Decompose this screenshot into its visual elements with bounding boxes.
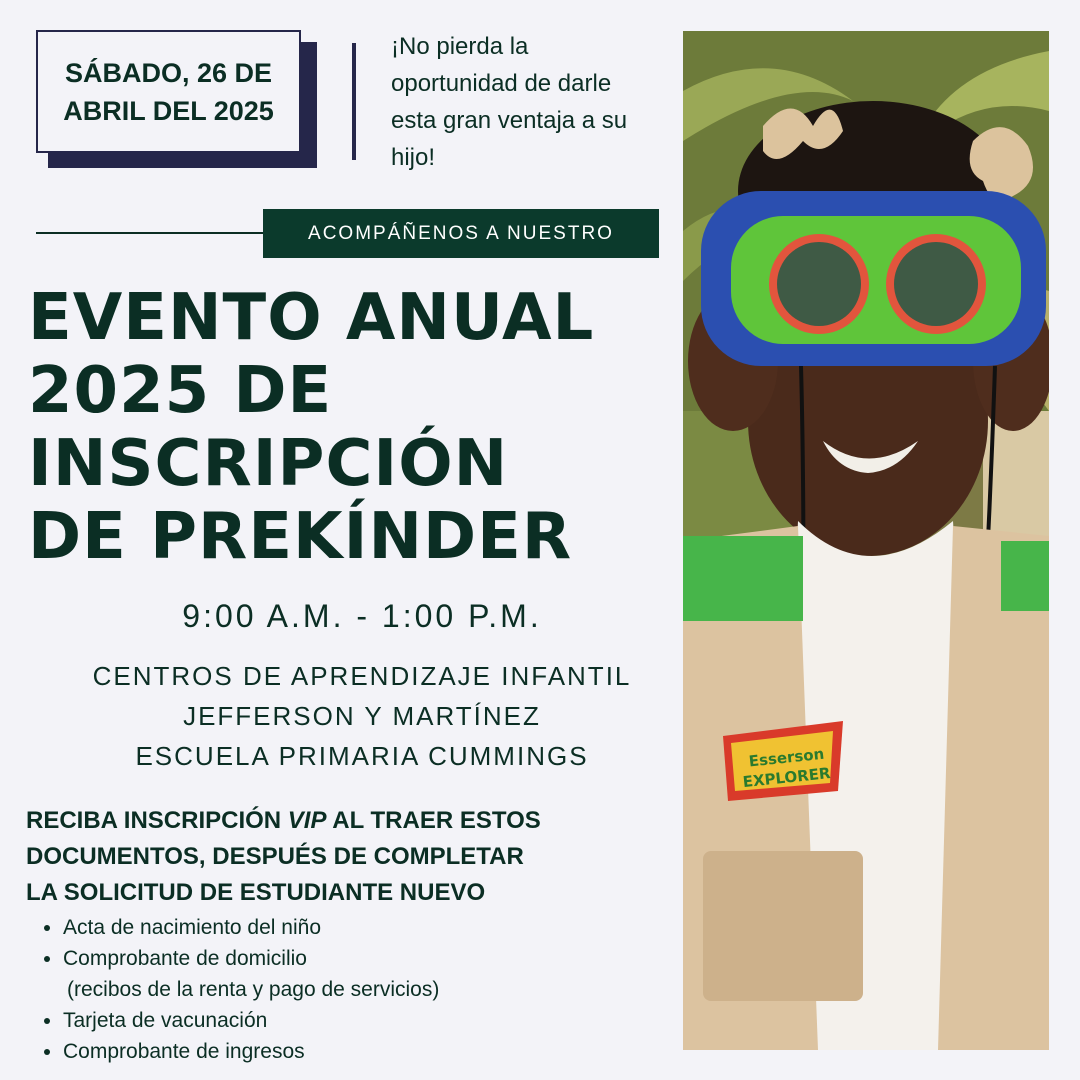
- event-date-box: [36, 30, 301, 153]
- vip-line-1-post: AL TRAER ESTOS: [326, 807, 541, 834]
- event-locations: [28, 656, 696, 776]
- join-us-banner: ACOMPÁÑENOS A NUESTRO: [263, 209, 659, 258]
- list-item: [42, 943, 662, 1005]
- vip-line-3: LA SOLICITUD DE ESTUDIANTE NUEVO: [26, 879, 486, 906]
- vertical-divider: [352, 43, 356, 160]
- patch-text-2: EXPLORER: [741, 764, 832, 792]
- main-title-line-1: EVENTO ANUAL: [28, 281, 595, 355]
- vip-instructions: [26, 803, 666, 911]
- child-with-binoculars-photo: [683, 31, 1049, 1050]
- main-title-line-3: INSCRIPCIÓN: [28, 427, 509, 501]
- main-title-line-4: DE PREKÍNDER: [28, 500, 573, 574]
- main-title: [28, 282, 678, 574]
- document-proof-of-income: Comprobante de ingresos: [63, 1040, 305, 1063]
- location-line-2: JEFFERSON Y MARTÍNEZ: [183, 701, 541, 731]
- document-proof-of-address-note: (recibos de la renta y pago de servicios): [67, 978, 440, 1001]
- tagline: ¡No pierda la oportunidad de darle esta gran ventaja a su hijo!: [391, 33, 628, 171]
- horizontal-divider: [36, 232, 266, 234]
- vip-emphasis: VIP: [287, 807, 327, 834]
- vip-line-1: [26, 803, 666, 839]
- location-line-3: ESCUELA PRIMARIA CUMMINGS: [135, 741, 589, 771]
- event-time: 9:00 A.M. - 1:00 P.M.: [182, 598, 542, 634]
- event-date-line-2: ABRIL DEL 2025: [63, 95, 274, 126]
- vip-line-2: DOCUMENTOS, DESPUÉS DE COMPLETAR: [26, 843, 524, 870]
- document-vaccination-card: Tarjeta de vacunación: [63, 1009, 268, 1032]
- required-documents-list: [42, 912, 662, 1067]
- event-date-line-1: SÁBADO, 26 DE: [64, 57, 273, 88]
- list-item: [42, 1005, 662, 1036]
- patch-text-1: Esserson: [747, 744, 825, 771]
- list-item: [42, 1036, 662, 1067]
- photo-illustration: [683, 31, 1049, 1050]
- main-title-line-2: 2025 DE: [28, 354, 333, 428]
- document-proof-of-address: Comprobante de domicilio: [63, 947, 307, 970]
- location-line-1: CENTROS DE APRENDIZAJE INFANTIL: [92, 661, 632, 691]
- list-item: [42, 912, 662, 943]
- document-birth-certificate: Acta de nacimiento del niño: [63, 916, 321, 939]
- vip-line-1-pre: RECIBA INSCRIPCIÓN: [26, 807, 288, 834]
